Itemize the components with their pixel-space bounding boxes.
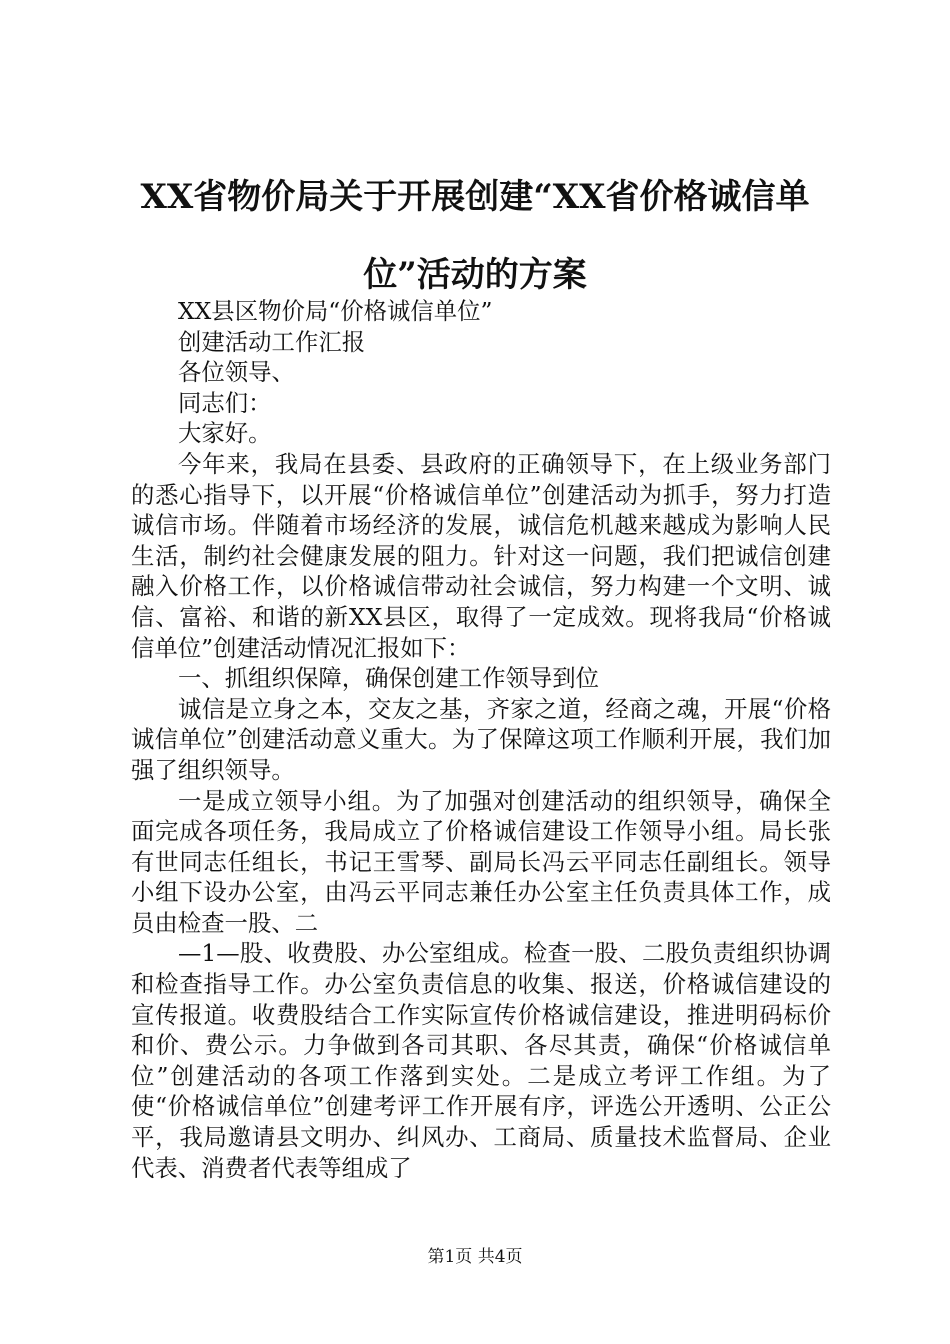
paragraph-continued: —1—股、收费股、办公室组成。检查一股、二股负责组织协调和检查指导工作。办公室负责信息的收集、报送，价格诚信建设的宣传报道。收费股结合工作实际宣传价格诚信建设，推进明码标价和价、费公示。力争做到各司其职、各尽其责，确保“价格诚信单位”创建活动的各项工作落到实处。二是成立考评工作组。为了使“价格诚信单位”创建考评工作开展有序，评选公开透明、公正公平，我局邀请县文明办、纠风办、工商局、质量技术监督局、企业代表、消费者代表等组成了 <box>131 939 831 1182</box>
paragraph-salutation-leaders: 各位领导、 <box>178 358 295 387</box>
page-footer: 第1页 共4页 <box>427 1247 523 1267</box>
paragraph-salutation-comrades: 同志们： <box>178 388 272 417</box>
document-body <box>131 296 831 1183</box>
document-title: XX省物价局关于开展创建“XX省价格诚信单位”活动的方案 <box>140 177 810 295</box>
paragraph-greeting: 大家好。 <box>178 419 272 448</box>
paragraph-unit-name: XX县区物价局“价格诚信单位” <box>178 297 493 325</box>
paragraph-leading-group: 一是成立领导小组。为了加强对创建活动的组织领导，确保全面完成各项任务，我局成立了价格诚信建设工作领导小组。局长张有世同志任组长，书记王雪琴、副局长冯云平同志任副组长。领导小组下设办公室，由冯云平同志兼任办公室主任负责具体工作，成员由检查一股、二 <box>131 786 831 937</box>
paragraph-report-title: 创建活动工作汇报 <box>178 327 366 356</box>
paragraph-integrity: 诚信是立身之本，交友之基，齐家之道，经商之魂，开展“价格诚信单位”创建活动意义重大。为了保障这项工作顺利开展，我们加强了组织领导。 <box>131 694 831 784</box>
section-heading-1: 一、抓组织保障，确保创建工作领导到位 <box>178 664 600 693</box>
paragraph-intro: 今年来，我局在县委、县政府的正确领导下，在上级业务部门的悉心指导下，以开展“价格诚信单位”创建活动为抓手，努力打造诚信市场。伴随着市场经济的发展，诚信危机越来越成为影响人民生活，制约社会健康发展的阻力。针对这一问题，我们把诚信创建融入价格工作，以价格诚信带动社会诚信，努力构建一个文明、诚信、富裕、和谐的新XX县区，取得了一定成效。现将我局“价格诚信单位”创建活动情况汇报如下： <box>131 449 831 662</box>
